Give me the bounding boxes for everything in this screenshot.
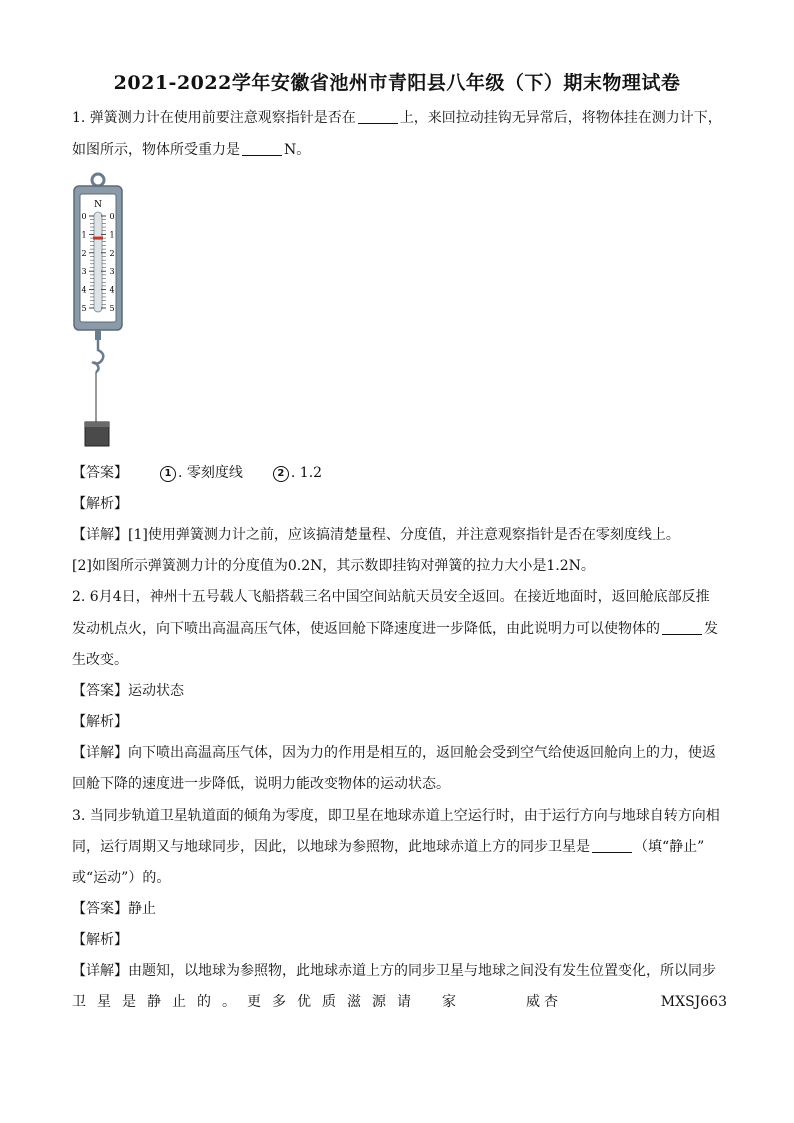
answer-number-1: 1	[160, 466, 176, 482]
answer-label: 【答案】	[72, 465, 128, 481]
q1-answer	[72, 463, 727, 483]
left-label-4: 4	[81, 285, 87, 295]
hook-rod	[95, 330, 101, 340]
q2-text-a: 发动机点火，向下喷出高温高压气体，使返回舱下降速度进一步降低，由此说明力可以使物体的	[72, 621, 660, 637]
q2-line-3: 生改变。	[72, 652, 128, 668]
q1-analysis-label: 【解析】	[72, 496, 128, 512]
right-label-1: 1	[109, 230, 115, 240]
q2-text-b: 发	[704, 621, 718, 637]
q3-detail-2-b: 家	[442, 994, 456, 1010]
spring-tube	[94, 212, 102, 312]
answer-1: . 零刻度线	[178, 465, 243, 481]
q1-blank-2	[242, 141, 282, 156]
q1-text-c: 如图所示，物体所受重力是	[72, 142, 240, 158]
q3-detail-2	[72, 992, 727, 1012]
left-label-0: 0	[81, 212, 87, 221]
q1-line-2	[72, 140, 727, 160]
scale-pointer	[93, 237, 103, 240]
q3-analysis-label: 【解析】	[72, 932, 128, 948]
q3-text-a: 同，运行周期又与地球同步，因此，以地球为参照物，此地球赤道上方的同步卫星是	[72, 839, 590, 855]
q3-line-2	[72, 837, 727, 857]
q3-answer: 【答案】静止	[72, 901, 156, 917]
q3-text-b: （填“静止”	[634, 839, 705, 855]
q2-line-2	[72, 619, 727, 639]
right-label-0: 0	[109, 212, 115, 221]
q2-detail-2: 回舱下降的速度进一步降低，说明力能改变物体的运动状态。	[72, 776, 450, 792]
left-label-2: 2	[81, 248, 87, 258]
q1-detail-1: 【详解】[1]使用弹簧测力计之前，应该搞清楚量程、分度值，并注意观察指针是否在零刻度线上。	[72, 527, 680, 543]
right-label-2: 2	[109, 248, 115, 258]
right-label-4: 4	[109, 285, 115, 295]
page-title: 2021-2022学年安徽省池州市青阳县八年级（下）期末物理试卷	[113, 72, 681, 94]
q2-blank	[662, 620, 702, 635]
q2-analysis-label: 【解析】	[72, 714, 128, 730]
q3-line-3: 或“运动”）的。	[72, 870, 171, 886]
spring-scale-figure	[72, 172, 124, 452]
q3-detail-1: 【详解】由题知，以地球为参照物，此地球赤道上方的同步卫星与地球之间没有发生位置变化，所以同步	[72, 963, 716, 979]
q1-text-d: N。	[284, 142, 311, 158]
q3-detail-2-d: MXSJ663	[660, 994, 727, 1010]
left-label-3: 3	[81, 267, 87, 277]
q2-line-1: 2. 6月4日，神州十五号载人飞船搭载三名中国空间站航天员安全返回。在接近地面时，返回舱底部反推	[72, 589, 710, 605]
top-ring	[92, 174, 104, 186]
left-label-1: 1	[81, 230, 87, 240]
hook-icon	[92, 340, 103, 364]
weight-top	[85, 422, 109, 427]
q3-blank	[592, 838, 632, 853]
q1-line-1	[72, 108, 727, 128]
q1-blank-1	[358, 109, 398, 124]
right-label-3: 3	[109, 267, 115, 277]
unit-label: N	[94, 200, 102, 210]
answer-number-2: 2	[273, 466, 289, 482]
q2-answer: 【答案】运动状态	[72, 683, 184, 699]
q1-text-b: 上，来回拉动挂钩无异常后，将物体挂在测力计下，	[399, 110, 722, 126]
answer-2: . 1.2	[290, 465, 323, 481]
q3-line-1: 3. 当同步轨道卫星轨道面的倾角为零度，即卫星在地球赤道上空运行时，由于运行方向与地球自转方向相	[72, 808, 720, 824]
q2-detail-1: 【详解】向下喷出高温高压气体，因为力的作用是相互的，返回舱会受到空气给使返回舱向上的力，使返	[72, 745, 716, 761]
q1-detail-2: [2]如图所示弹簧测力计的分度值为0.2N，其示数即挂钩对弹簧的拉力大小是1.2N。	[72, 558, 595, 574]
right-label-5: 5	[109, 304, 115, 313]
q3-detail-2-a: 卫星是静止的。更多优质滋源请	[72, 994, 422, 1010]
q3-detail-2-c: 威杏	[526, 994, 562, 1010]
q1-text-a: 1. 弹簧测力计在使用前要注意观察指针是否在	[72, 110, 356, 126]
left-label-5: 5	[81, 304, 87, 313]
